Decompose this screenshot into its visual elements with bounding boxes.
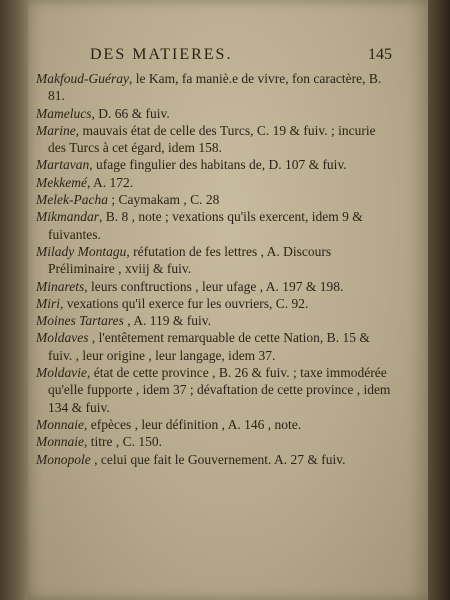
page-header [90, 46, 392, 66]
book-page [28, 0, 428, 600]
index-entry [36, 295, 396, 312]
entry-head: Monopole [36, 451, 91, 467]
index-entries [36, 70, 396, 468]
entry-text: , ufage fingulier des habitans de, D. 107 & fuiv. [89, 157, 347, 173]
entry-text: , le Kam, fa maniè.e de vivre, fon caractère, B. 81. [48, 71, 382, 104]
binding-shadow [0, 0, 30, 600]
index-entry [36, 243, 396, 278]
entry-text: , leurs conftructions , leur ufage , A. 197 & 198. [84, 278, 344, 294]
entry-head: Mamelucs [36, 105, 92, 121]
entry-head: Martavan [36, 157, 90, 173]
entry-head: Mikmandar [36, 209, 99, 225]
entry-text: , A. 119 & fuiv. [123, 313, 212, 329]
entry-text: , mauvais état de celle des Turcs, C. 19 & fuiv. ; incurie des Turcs à cet égard, idem 158. [48, 122, 376, 156]
entry-text: , efpèces , leur définition , A. 146 , note. [84, 416, 302, 432]
entry-head: Monnaie [36, 416, 84, 432]
entry-text: ; Caymakam , C. 28 [107, 192, 220, 208]
entry-head: Moldavie [36, 365, 87, 381]
index-entry [36, 156, 396, 173]
index-entry [36, 433, 396, 450]
index-entry [36, 329, 396, 364]
index-entry [36, 122, 396, 157]
entry-head: Melek-Pacha [36, 192, 108, 208]
entry-head: Milady Montagu [36, 243, 127, 259]
entry-head: Moldaves [36, 330, 89, 346]
entry-text: , réfutation de fes lettres , A. Discours Préliminaire , xviij & fuiv. [48, 243, 332, 277]
entry-text: , A. 172. [86, 174, 134, 190]
entry-head: Monnaie [36, 434, 84, 450]
entry-head: Moines Tartares [36, 313, 124, 329]
running-title: DES MATIERES. [90, 46, 233, 63]
entry-head: Marine [36, 122, 76, 138]
page-number: 145 [368, 46, 392, 63]
index-entry [36, 451, 396, 468]
index-entry [36, 364, 396, 416]
index-entry [36, 416, 396, 433]
index-entry [36, 70, 396, 105]
index-entry [36, 191, 396, 208]
entry-head: Minarets [36, 278, 85, 294]
entry-text: , D. 66 & fuiv. [91, 105, 170, 121]
index-entry [36, 105, 396, 122]
index-entry [36, 208, 396, 243]
spine-edge [428, 0, 450, 600]
entry-text: , vexations qu'il exerce fur les ouvriers, C. 92. [60, 295, 309, 311]
entry-text: , B. 8 , note ; vexations qu'ils exercent, idem 9 & fuivantes. [48, 209, 363, 242]
index-entry [36, 174, 396, 191]
entry-text: , état de cette province , B. 26 & fuiv. ; taxe immodérée qu'elle fupporte , idem 37 ; dévaftation de cette province , idem 134 & fuiv. [48, 365, 391, 415]
entry-head: Miri [36, 295, 61, 311]
entry-text: , celui que fait le Gouvernement. A. 27 & fuiv. [90, 451, 346, 467]
entry-text: , l'entêtement remarquable de cette Nation, B. 15 & fuiv. , leur origine , leur langage, idem 37. [48, 330, 370, 363]
entry-head: Makfoud-Guéray [36, 71, 129, 86]
entry-head: Mekkemé [36, 174, 87, 190]
entry-text: , titre , C. 150. [84, 434, 162, 450]
index-entry [36, 278, 396, 295]
index-entry [36, 312, 396, 329]
